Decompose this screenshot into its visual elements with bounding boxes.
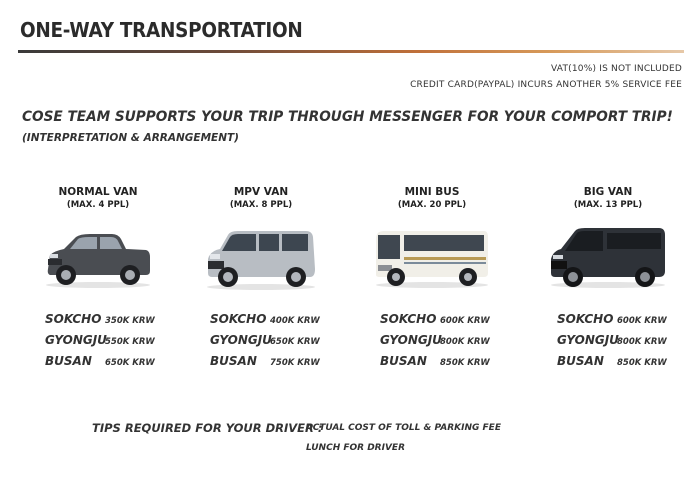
vehicle-card-mini-bus [357,186,507,289]
normal-van-image [42,225,154,289]
vehicle-capacity: (MAX. 8 PPL) [229,200,293,210]
vehicle-name: MINI BUS [404,186,460,198]
mini-bus-image [372,225,492,289]
destination-price: 400K KRW [270,316,320,326]
price-row [557,308,700,329]
vehicle-card-mpv-van [186,186,336,291]
price-list-mini-bus [380,308,530,371]
price-row [557,350,700,371]
destination-city: GYONGJU [557,333,619,347]
destination-city: GYONGJU [380,333,442,347]
destination-price: 650K KRW [105,358,155,368]
vehicle-name: NORMAL VAN [58,186,138,198]
destination-price: 550K KRW [105,337,155,347]
vehicle-name: BIG VAN [583,186,633,198]
price-row [45,308,195,329]
vat-note: VAT(10%) IS NOT INCLUDED [551,64,682,74]
destination-city: BUSAN [380,354,427,368]
price-list-normal-van [45,308,195,371]
vehicle-capacity: (MAX. 20 PPL) [397,200,467,210]
price-row [210,329,360,350]
price-list-big-van [557,308,700,371]
price-list-mpv-van [210,308,360,371]
destination-city: BUSAN [45,354,92,368]
big-van-image [547,225,669,289]
destination-city: GYONGJU [45,333,107,347]
vehicle-name: MPV VAN [233,186,289,198]
destination-city: SOKCHO [210,312,267,326]
vehicle-capacity: (MAX. 4 PPL) [66,200,130,210]
vehicle-capacity: (MAX. 13 PPL) [573,200,643,210]
mpv-van-image [202,225,320,291]
destination-price: 600K KRW [440,316,490,326]
destination-price: 800K KRW [440,337,490,347]
vehicle-card-big-van [533,186,683,289]
price-row [380,329,530,350]
destination-city: SOKCHO [45,312,102,326]
destination-price: 800K KRW [617,337,667,347]
destination-city: SOKCHO [557,312,614,326]
destination-price: 650K KRW [270,337,320,347]
tips-label: TIPS REQUIRED FOR YOUR DRIVER : [92,421,323,435]
title-divider [18,50,684,53]
card-fee-note: CREDIT CARD(PAYPAL) INCURS ANOTHER 5% SERVICE FEE [410,80,682,90]
destination-price: 750K KRW [270,358,320,368]
price-row [45,329,195,350]
page-title: ONE-WAY TRANSPORTATION [20,18,303,42]
intro-headline: COSE TEAM SUPPORTS YOUR TRIP THROUGH MESSENGER FOR YOUR COMPORT TRIP! [22,109,673,125]
destination-city: SOKCHO [380,312,437,326]
price-row [210,350,360,371]
price-row [557,329,700,350]
tips-item-toll-parking: ACTUAL COST OF TOLL & PARKING FEE [306,423,501,433]
destination-city: GYONGJU [210,333,272,347]
intro-subheadline: (INTERPRETATION & ARRANGEMENT) [22,132,239,144]
price-row [210,308,360,329]
destination-price: 850K KRW [617,358,667,368]
destination-city: BUSAN [557,354,604,368]
price-row [380,308,530,329]
price-row [45,350,195,371]
vehicle-card-normal-van [23,186,173,289]
price-row [380,350,530,371]
destination-price: 350K KRW [105,316,155,326]
destination-price: 600K KRW [617,316,667,326]
destination-city: BUSAN [210,354,257,368]
tips-item-lunch: LUNCH FOR DRIVER [306,443,406,453]
destination-price: 850K KRW [440,358,490,368]
